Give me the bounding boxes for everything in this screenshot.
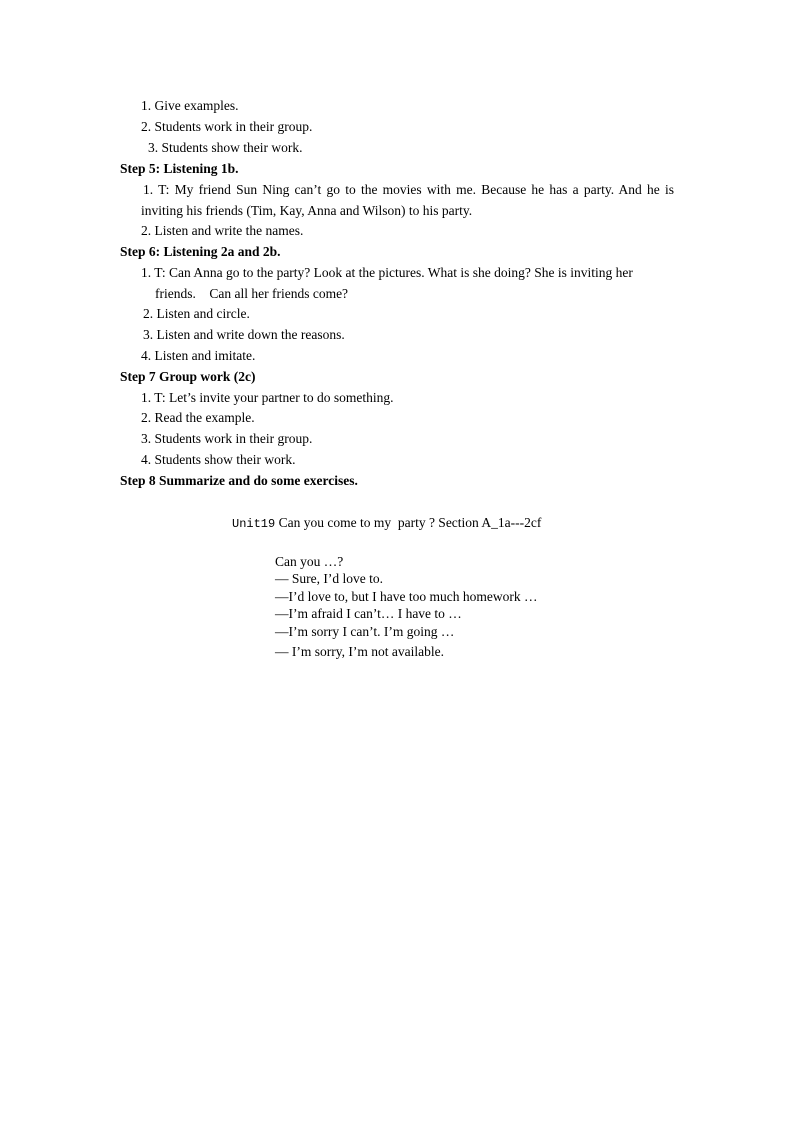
blackboard-line: — I’m sorry, I’m not available.	[275, 644, 444, 659]
list-item-continuation: friends. Can all her friends come?	[155, 286, 349, 301]
list-item: 1. T: My friend Sun Ning can’t go to the movies with me. Because he has a party. And he is	[143, 182, 674, 197]
blackboard-line: —I’m afraid I can’t… I have to …	[275, 606, 462, 621]
list-item: 4. Listen and imitate.	[141, 348, 256, 363]
list-item: 2. Students work in their group.	[141, 119, 313, 134]
list-item: 2. Read the example.	[141, 410, 255, 425]
list-item: 3. Students work in their group.	[141, 431, 313, 446]
blackboard-line: Can you …?	[275, 554, 344, 569]
blackboard-line: —I’m sorry I can’t. I’m going …	[275, 624, 455, 639]
blackboard-title	[232, 514, 541, 533]
list-item: 1. T: Let’s invite your partner to do something.	[141, 390, 394, 405]
list-item: 2. Listen and circle.	[143, 306, 250, 321]
list-item: 4. Students show their work.	[141, 452, 296, 467]
list-item-continuation: inviting his friends (Tim, Kay, Anna and Wilson) to his party.	[141, 203, 473, 218]
step6-heading: Step 6: Listening 2a and 2b.	[120, 244, 281, 259]
list-item: 1. T: Can Anna go to the party? Look at the pictures. What is she doing? She is inviting her	[141, 265, 633, 280]
step7-heading: Step 7 Group work (2c)	[120, 369, 256, 384]
list-item: 1. Give examples.	[141, 98, 239, 113]
list-item: 3. Listen and write down the reasons.	[143, 327, 345, 342]
blackboard-title-code: Unit19	[232, 517, 276, 531]
step8-heading: Step 8 Summarize and do some exercises.	[120, 473, 358, 488]
list-item: 2. Listen and write the names.	[141, 223, 304, 238]
blackboard-line: —I’d love to, but I have too much homework …	[275, 589, 538, 604]
blackboard-title-text: Can you come to my party ? Section A_1a---2cf	[275, 515, 542, 530]
step5-heading: Step 5: Listening 1b.	[120, 161, 239, 176]
blackboard-line: — Sure, I’d love to.	[275, 571, 383, 586]
list-item: 3. Students show their work.	[148, 140, 303, 155]
